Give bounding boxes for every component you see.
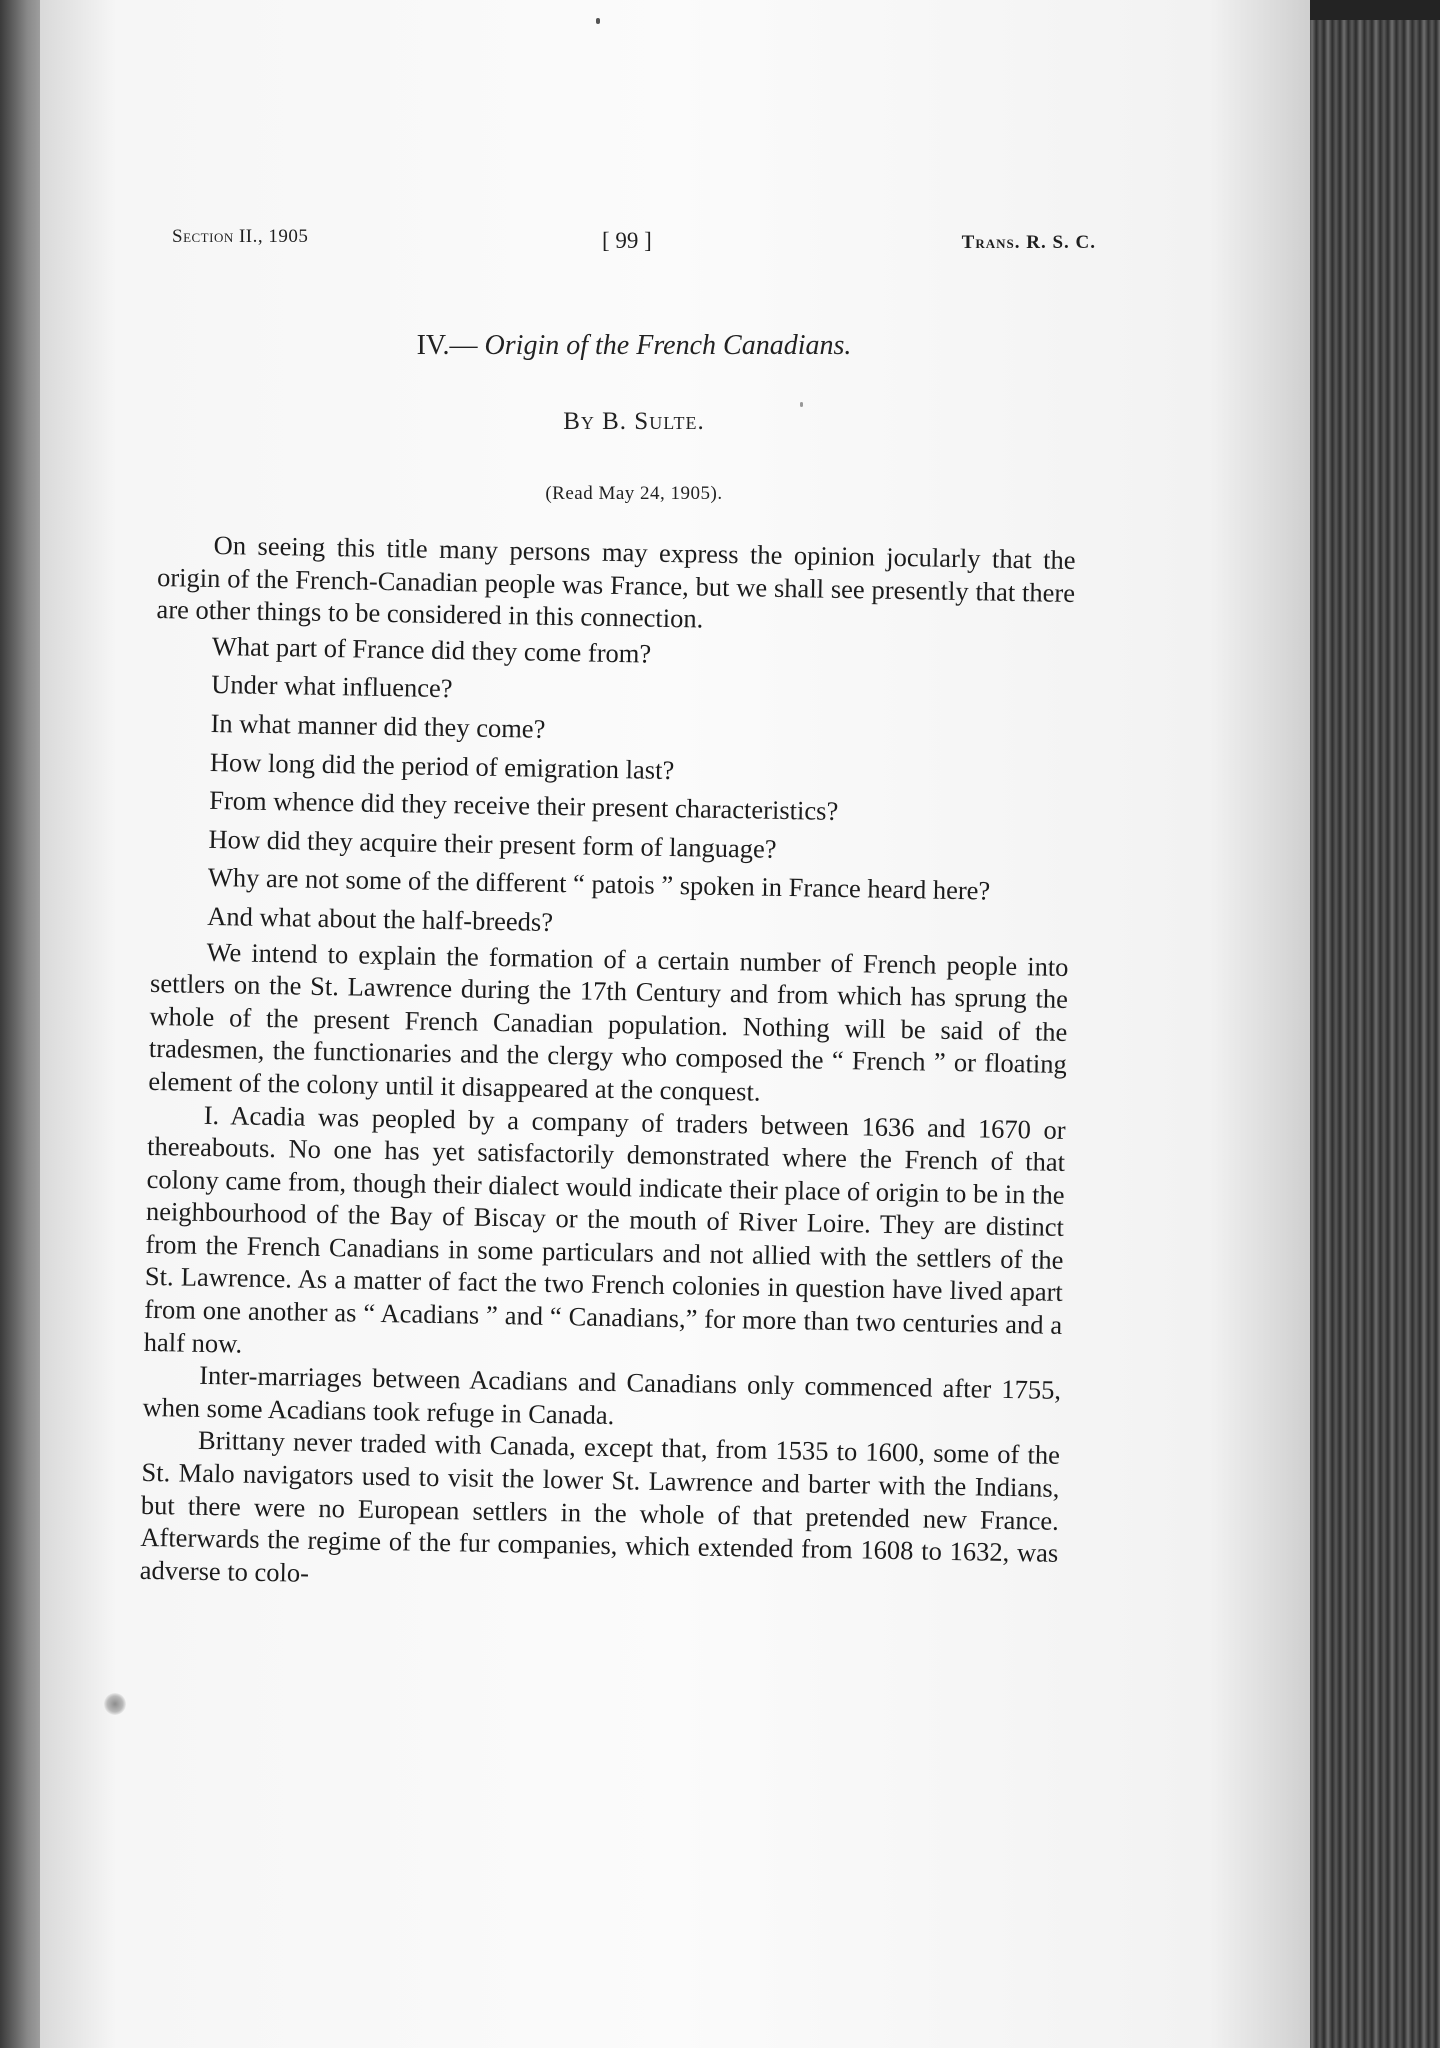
running-head-section: Section II., 1905 [172,226,309,247]
article-number: IV. [416,330,450,361]
running-head [172,222,1096,262]
question-5: From whence did they receive their present characteristics? [208,785,839,827]
question-7: Why are not some of the different “ patois ” spoken in France heard here? [207,862,991,906]
page-stack-edge [1300,20,1440,2048]
paragraph-acadia: I. Acadia was peopled by a company of traders between 1636 and 1670 or thereabouts. No one has yet satisfactorily demonstrated where the French of that colony came from, though their dialect would indicate their place of origin to be in the neighbourhood of the Bay of Biscay or the mouth of River Loire. They are distinct from the French Canadians in some particulars and not allied with the settlers of the St. Lawrence. As a matter of fact the two French colonies in question have lived apart from one another as “ Acadians ” and “ Canadians,” for more than two centuries and a half now. [143,1099,1066,1359]
read-date-note: (Read May 24, 1905). [545,483,723,504]
question-4: How long did the period of emigration last? [209,746,675,785]
question-2: Under what influence? [211,669,453,704]
title-separator: — [449,330,478,361]
article-body [140,528,1076,1602]
paragraph-intent: We intend to explain the formation of a certain number of French people into settlers on the St. Lawrence during the 17th Century and from which has sprung the whole of the present French Canadian population. Nothing will be said of the tradesmen, the functionaries and the clergy who composed the “ French ” or floating element of the colony until it disappeared at the conquest. [148,936,1069,1107]
question-3: In what manner did they come? [210,707,546,744]
author-byline: By B. Sulte. [563,408,705,435]
article-title-text: Origin of the French Canadians. [484,330,852,361]
article-title [172,330,1096,362]
ink-smudge [104,1693,126,1715]
speck [596,18,600,24]
running-head-journal: Trans. R. S. C. [961,232,1096,253]
speck [800,402,803,407]
question-6: How did they acquire their present form of language? [208,823,777,864]
page-number: [ 99 ] [602,228,652,253]
paragraph-intermarriage: Inter-marriages between Acadians and Canadians only commenced after 1755, when some Acadians took refuge in Canada. [142,1360,1062,1430]
paragraph-intro: On seeing this title many persons may express the opinion jocularly that the origin of the French-Canadian people was France, but we shall see presently that there are other things to be considered in this connection. [156,529,1076,634]
question-8: And what about the half-breeds? [206,900,554,937]
paragraph-brittany: Brittany never traded with Canada, except that, from 1535 to 1600, some of the St. Malo navigators used to visit the lower St. Lawrence and barter with the Indians, but there were no European settlers in the whole of that pretended new France. Afterwards the regime of the fur companies, which extended from 1608 to 1632, was adverse to colo- [139,1425,1061,1588]
question-1: What part of France did they come from? [211,630,652,669]
